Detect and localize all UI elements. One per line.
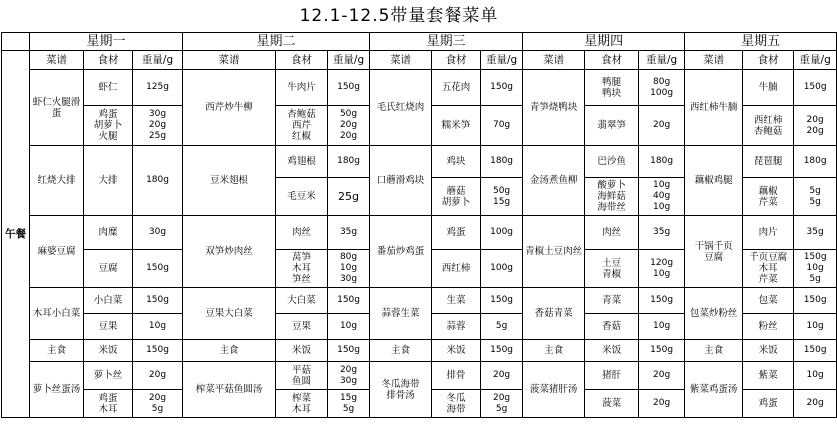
ingredient: 鸭腿 鸭块 xyxy=(585,70,639,106)
soup-name: 紫菜鸡蛋汤 xyxy=(685,362,743,418)
dish-name: 豆米翅根 xyxy=(183,146,276,216)
ingredient: 大排 xyxy=(84,146,133,216)
weight: 25g xyxy=(328,178,370,216)
ingredient: 虾仁 xyxy=(84,70,133,106)
weight: 10g xyxy=(794,314,837,340)
ingredient: 鸡蛋 木耳 xyxy=(84,390,133,418)
weight: 150g xyxy=(481,70,523,106)
dish-name: 豆果大白菜 xyxy=(183,288,276,340)
weight: 150g xyxy=(794,288,837,314)
ingredient: 大白菜 xyxy=(276,288,328,314)
ingredient: 包菜 xyxy=(743,288,794,314)
dish-name: 番茄炒鸡蛋 xyxy=(370,216,432,288)
dish-name: 双笋炒肉丝 xyxy=(183,216,276,288)
ingredient: 琵琶腿 xyxy=(743,146,794,178)
ingredient: 鸡翅根 xyxy=(276,146,328,178)
weight: 10g xyxy=(133,314,183,340)
weight: 20g xyxy=(794,390,837,418)
dish-name: 藕椒鸡腿 xyxy=(685,146,743,216)
ingredient: 鸡蛋 xyxy=(743,390,794,418)
col-header-dish: 菜谱 xyxy=(523,51,585,70)
ingredient: 米饭 xyxy=(743,340,794,362)
weight: 10g 40g 10g xyxy=(639,178,685,216)
soup-name: 菠菜猪肝汤 xyxy=(523,362,585,418)
weight: 150g xyxy=(133,250,183,288)
ingredient: 五花肉 xyxy=(432,70,481,106)
weight: 150g xyxy=(133,288,183,314)
weight: 180g xyxy=(133,146,183,216)
weight: 35g xyxy=(794,216,837,250)
ingredient: 鸡蛋 胡萝卜 火腿 xyxy=(84,106,133,146)
weight: 5g xyxy=(481,314,523,340)
weight: 150g xyxy=(328,340,370,362)
weight: 20g xyxy=(481,362,523,390)
weight: 150g xyxy=(639,288,685,314)
weight: 180g xyxy=(481,146,523,178)
ingredient: 千页豆腐 木耳 芹菜 xyxy=(743,250,794,288)
ingredient: 土豆 青椒 xyxy=(585,250,639,288)
weight: 30g 20g 25g xyxy=(133,106,183,146)
ingredient: 米饭 xyxy=(585,340,639,362)
ingredient: 榨菜 木耳 xyxy=(276,390,328,418)
ingredient: 杏鲍菇 西芹 红椒 xyxy=(276,106,328,146)
ingredient: 酸萝卜 海鲜菇 海带丝 xyxy=(585,178,639,216)
col-header-weight: 重量/g xyxy=(328,51,370,70)
weight: 150g xyxy=(328,70,370,106)
col-header-ingredient: 食材 xyxy=(743,51,794,70)
dish-name: 金汤煮鱼柳 xyxy=(523,146,585,216)
weight: 30g xyxy=(133,216,183,250)
col-header-weight: 重量/g xyxy=(639,51,685,70)
weight: 20g xyxy=(639,106,685,146)
ingredient: 西红柿 杏鲍菇 xyxy=(743,106,794,146)
day-header-thu: 星期四 xyxy=(523,33,685,51)
soup-name: 冬瓜海带 排骨汤 xyxy=(370,362,432,418)
ingredient: 肉丝 xyxy=(276,216,328,250)
weight: 20g xyxy=(639,390,685,418)
weight: 150g xyxy=(794,340,837,362)
weight: 20g xyxy=(639,362,685,390)
ingredient: 豆果 xyxy=(276,314,328,340)
col-header-weight: 重量/g xyxy=(133,51,183,70)
weight: 20g xyxy=(133,362,183,390)
dish-name: 包菜炒粉丝 xyxy=(685,288,743,340)
staple-label: 主食 xyxy=(685,340,743,362)
menu-title: 12.1-12.5带量套餐菜单 xyxy=(299,6,499,26)
dish-name: 口蘑滑鸡块 xyxy=(370,146,432,216)
weight: 10g xyxy=(794,362,837,390)
ingredient: 平菇 鱼圆 xyxy=(276,362,328,390)
ingredient: 肉糜 xyxy=(84,216,133,250)
ingredient: 牛腩 xyxy=(743,70,794,106)
ingredient: 小白菜 xyxy=(84,288,133,314)
staple-label: 主食 xyxy=(370,340,432,362)
weight: 150g xyxy=(328,288,370,314)
soup-name: 榨菜平菇鱼圆汤 xyxy=(183,362,276,418)
col-header-weight: 重量/g xyxy=(481,51,523,70)
weight: 180g xyxy=(639,146,685,178)
weight: 125g xyxy=(133,70,183,106)
ingredient: 冬瓜 海带 xyxy=(432,390,481,418)
weight: 150g xyxy=(481,288,523,314)
ingredient: 西红柿 xyxy=(432,250,481,288)
dish-name: 木耳小白菜 xyxy=(30,288,84,340)
day-header-mon: 星期一 xyxy=(30,33,183,51)
dish-name: 毛氏红烧肉 xyxy=(370,70,432,146)
weight: 35g xyxy=(328,216,370,250)
dish-name: 西芹炒牛柳 xyxy=(183,70,276,146)
ingredient: 牛肉片 xyxy=(276,70,328,106)
weight: 100g xyxy=(481,250,523,288)
weight: 150g 10g 5g xyxy=(794,250,837,288)
ingredient: 生菜 xyxy=(432,288,481,314)
ingredient: 粉丝 xyxy=(743,314,794,340)
weight: 100g xyxy=(481,216,523,250)
weight: 150g xyxy=(639,340,685,362)
ingredient: 猪肝 xyxy=(585,362,639,390)
weight: 80g 10g 30g xyxy=(328,250,370,288)
ingredient: 糯米笋 xyxy=(432,106,481,146)
staple-label: 主食 xyxy=(523,340,585,362)
col-header-ingredient: 食材 xyxy=(84,51,133,70)
weight: 15g 5g xyxy=(328,390,370,418)
ingredient: 米饭 xyxy=(84,340,133,362)
weight: 150g xyxy=(481,340,523,362)
weight: 80g 100g xyxy=(639,70,685,106)
weight: 150g xyxy=(794,70,837,106)
dish-name: 红烧大排 xyxy=(30,146,84,216)
weight: 20g 20g xyxy=(794,106,837,146)
ingredient: 鸡蛋 xyxy=(432,216,481,250)
ingredient: 肉片 xyxy=(743,216,794,250)
col-header-ingredient: 食材 xyxy=(585,51,639,70)
ingredient: 萝卜丝 xyxy=(84,362,133,390)
ingredient: 排骨 xyxy=(432,362,481,390)
dish-name: 西红柿牛腩 xyxy=(685,70,743,146)
ingredient: 豆腐 xyxy=(84,250,133,288)
col-header-dish: 菜谱 xyxy=(370,51,432,70)
ingredient: 蘑菇 胡萝卜 xyxy=(432,178,481,216)
weight: 20g 5g xyxy=(133,390,183,418)
weight: 150g xyxy=(133,340,183,362)
dish-name: 蒜蓉生菜 xyxy=(370,288,432,340)
ingredient: 香菇 xyxy=(585,314,639,340)
weight: 50g 20g 20g xyxy=(328,106,370,146)
ingredient: 菠菜 xyxy=(585,390,639,418)
staple-label: 主食 xyxy=(183,340,276,362)
weight: 20g 5g xyxy=(481,390,523,418)
day-header-fri: 星期五 xyxy=(685,33,837,51)
ingredient: 青菜 xyxy=(585,288,639,314)
weight: 35g xyxy=(639,216,685,250)
weight: 5g 5g xyxy=(794,178,837,216)
col-header-ingredient: 食材 xyxy=(276,51,328,70)
ingredient: 巴沙鱼 xyxy=(585,146,639,178)
dish-name: 香菇青菜 xyxy=(523,288,585,340)
day-header-tue: 星期二 xyxy=(183,33,370,51)
dish-name: 青笋烧鸭块 xyxy=(523,70,585,146)
col-header-dish: 菜谱 xyxy=(685,51,743,70)
ingredient: 毛豆米 xyxy=(276,178,328,216)
menu-table xyxy=(1,32,837,418)
weight: 20g 30g xyxy=(328,362,370,390)
ingredient: 豆果 xyxy=(84,314,133,340)
weight: 50g 15g xyxy=(481,178,523,216)
col-header-dish: 菜谱 xyxy=(30,51,84,70)
ingredient: 蒜蓉 xyxy=(432,314,481,340)
weight: 10g xyxy=(639,314,685,340)
ingredient: 米饭 xyxy=(432,340,481,362)
weight: 180g xyxy=(794,146,837,178)
ingredient: 莴笋 木耳 笋丝 xyxy=(276,250,328,288)
col-header-ingredient: 食材 xyxy=(432,51,481,70)
ingredient: 紫菜 xyxy=(743,362,794,390)
col-header-weight: 重量/g xyxy=(794,51,837,70)
ingredient: 藕椒 芹菜 xyxy=(743,178,794,216)
corner-cell xyxy=(2,33,30,51)
weight: 70g xyxy=(481,106,523,146)
weight: 180g xyxy=(328,146,370,178)
weight: 120g 10g xyxy=(639,250,685,288)
dish-name: 青椒土豆肉丝 xyxy=(523,216,585,288)
dish-name: 干锅千页 豆腐 xyxy=(685,216,743,288)
day-header-wed: 星期三 xyxy=(370,33,523,51)
ingredient: 米饭 xyxy=(276,340,328,362)
dish-name: 虾仁火腿滑蛋 xyxy=(30,70,84,146)
meal-label: 午餐 xyxy=(2,51,30,418)
weight: 10g xyxy=(328,314,370,340)
ingredient: 肉丝 xyxy=(585,216,639,250)
ingredient: 鸡块 xyxy=(432,146,481,178)
col-header-dish: 菜谱 xyxy=(183,51,276,70)
ingredient: 翡翠笋 xyxy=(585,106,639,146)
dish-name: 麻婆豆腐 xyxy=(30,216,84,288)
soup-name: 萝卜丝蛋汤 xyxy=(30,362,84,418)
staple-label: 主食 xyxy=(30,340,84,362)
